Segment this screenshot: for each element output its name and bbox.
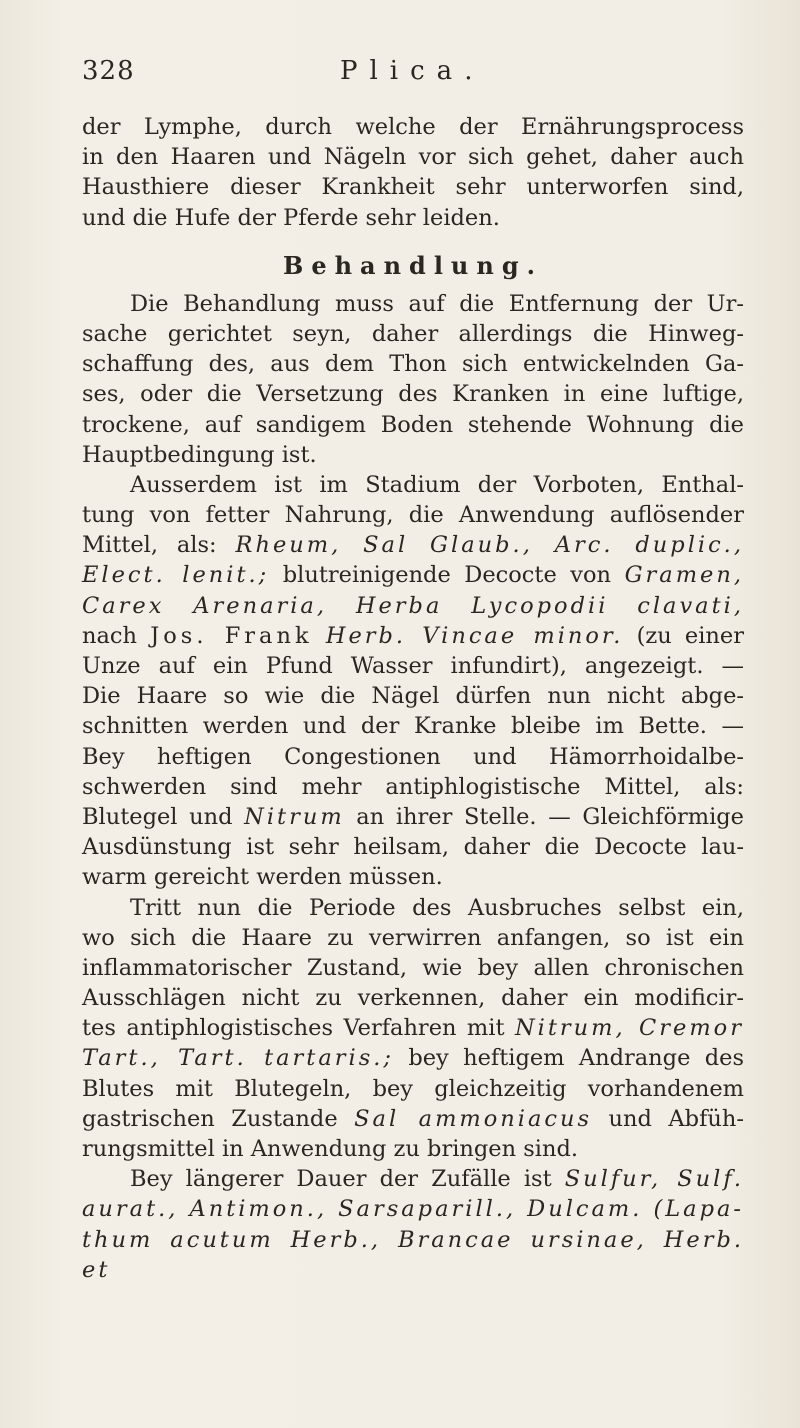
latin-term: Herb. Vincae minor.: [325, 622, 624, 649]
text-run: und Abfüh-: [592, 1105, 744, 1132]
text-line: [82, 621, 744, 651]
section-heading: Behandlung.: [283, 250, 543, 280]
text-line: schaffung des, aus dem Thon sich entwickelnden Ga-: [82, 351, 744, 378]
text-line: warm gereicht werden müssen.: [82, 864, 443, 891]
latin-term: Rheum, Sal Glaub., Arc. duplic.,: [235, 532, 744, 559]
page-header: [82, 56, 722, 96]
latin-term: aurat., Antimon., Sarsaparill., Dulcam. (Lapa-: [82, 1196, 744, 1223]
text-line: Ausdünstung ist sehr heilsam, daher die Decocte lau-: [82, 834, 744, 861]
text-run: (zu einer: [623, 622, 744, 649]
page-number: 328: [82, 56, 135, 86]
text-line: Hausthiere dieser Krankheit sehr unterworfen sind,: [82, 174, 744, 201]
latin-term: Tart., Tart. tartaris.;: [82, 1045, 394, 1072]
text-run: tes antiphlogistisches Verfahren mit: [82, 1015, 515, 1042]
latin-term: Elect. lenit.;: [82, 562, 270, 589]
paragraph-bey-laengerer: [82, 1164, 744, 1283]
text-line: Unze auf ein Pfund Wasser infundirt), angezeigt. —: [82, 653, 744, 679]
text-line: Bey heftigen Congestionen und Hämorrhoidalbe-: [82, 743, 744, 770]
text-line: [82, 1164, 744, 1194]
text-line: und die Hufe der Pferde sehr leiden.: [82, 204, 500, 231]
paragraph-lymphe: [82, 112, 744, 233]
text-line: Tritt nun die Periode des Ausbruches selbst ein,: [130, 894, 744, 921]
text-run: Mittel, als:: [82, 532, 236, 559]
text-line: Blutes mit Blutegeln, bey gleichzeitig vorhandenem: [82, 1075, 744, 1102]
text-line: [82, 560, 744, 590]
text-line: [82, 530, 744, 560]
text-line: schnitten werden und der Kranke bleibe im Bette. —: [82, 713, 744, 740]
text-line: [82, 1043, 744, 1073]
text-run: gastrischen Zustande: [82, 1105, 355, 1132]
text-line: [82, 591, 744, 621]
text-line: Die Haare so wie die Nägel dürfen nun nicht abge-: [82, 683, 744, 710]
text-line: Hauptbedingung ist.: [82, 441, 317, 468]
text-line: trockene, auf sandigem Boden stehende Wohnung die: [82, 411, 744, 438]
text-run: an ihrer Stelle. — Gleichförmige: [344, 803, 744, 830]
text-line: tung von fetter Nahrung, die Anwendung auflösender: [82, 502, 744, 529]
text-line: [82, 1104, 744, 1134]
latin-term: Nitrum: [244, 803, 345, 830]
paragraph-ausserdem: [82, 470, 744, 893]
text-line: der Lymphe, durch welche der Ernährungsprocess: [82, 114, 744, 140]
latin-term: Sulfur, Sulf.: [564, 1166, 744, 1193]
text-line: wo sich die Haare zu verwirren anfangen, so ist ein: [82, 924, 744, 951]
latin-term: thum acutum Herb., Brancae ursinae, Herb. et: [82, 1226, 744, 1283]
text-run: bey heftigem Andrange des: [393, 1045, 744, 1072]
text-run: [313, 623, 326, 649]
latin-term: Nitrum, Cremor: [514, 1015, 744, 1042]
text-line: schwerden sind mehr antiphlogistische Mittel, als:: [82, 773, 744, 800]
text-line: in den Haaren und Nägeln vor sich gehet, daher auch: [82, 144, 744, 171]
text-line: [82, 1194, 744, 1224]
text-run: nach: [82, 622, 151, 649]
text-line: [82, 1225, 744, 1283]
text-line: Ausschlägen nicht zu verkennen, daher ein modificir-: [82, 985, 744, 1012]
text-line: Die Behandlung muss auf die Entfernung der Ur-: [130, 290, 744, 317]
latin-term: Sal ammoniacus: [354, 1105, 593, 1132]
text-line: sache gerichtet seyn, daher allerdings die Hinweg-: [82, 320, 744, 347]
text-line: inflammatorischer Zustand, wie bey allen chronischen: [82, 954, 744, 981]
text-run: blutreinigende Decocte von: [269, 562, 625, 589]
text-line: ses, oder die Versetzung des Kranken in eine luftige,: [82, 381, 744, 408]
author-name: Jos. Frank: [150, 622, 313, 649]
latin-term: Gramen,: [624, 562, 744, 589]
body-text: [82, 112, 744, 1283]
text-run: Blutegel und: [82, 803, 245, 830]
text-line: [82, 802, 744, 832]
text-line: Ausserdem ist im Stadium der Vorboten, Enthal-: [130, 471, 744, 498]
text-line: [82, 1013, 744, 1043]
paragraph-tritt: [82, 893, 744, 1165]
text-run: Bey längerer Dauer der Zufälle ist: [130, 1166, 565, 1193]
running-title: Plica.: [340, 56, 485, 86]
text-line: rungsmittel in Anwendung zu bringen sind.: [82, 1136, 579, 1162]
latin-term: Carex Arenaria, Herba Lycopodii clavati,: [82, 592, 744, 619]
paragraph-behandlung: [82, 289, 744, 470]
